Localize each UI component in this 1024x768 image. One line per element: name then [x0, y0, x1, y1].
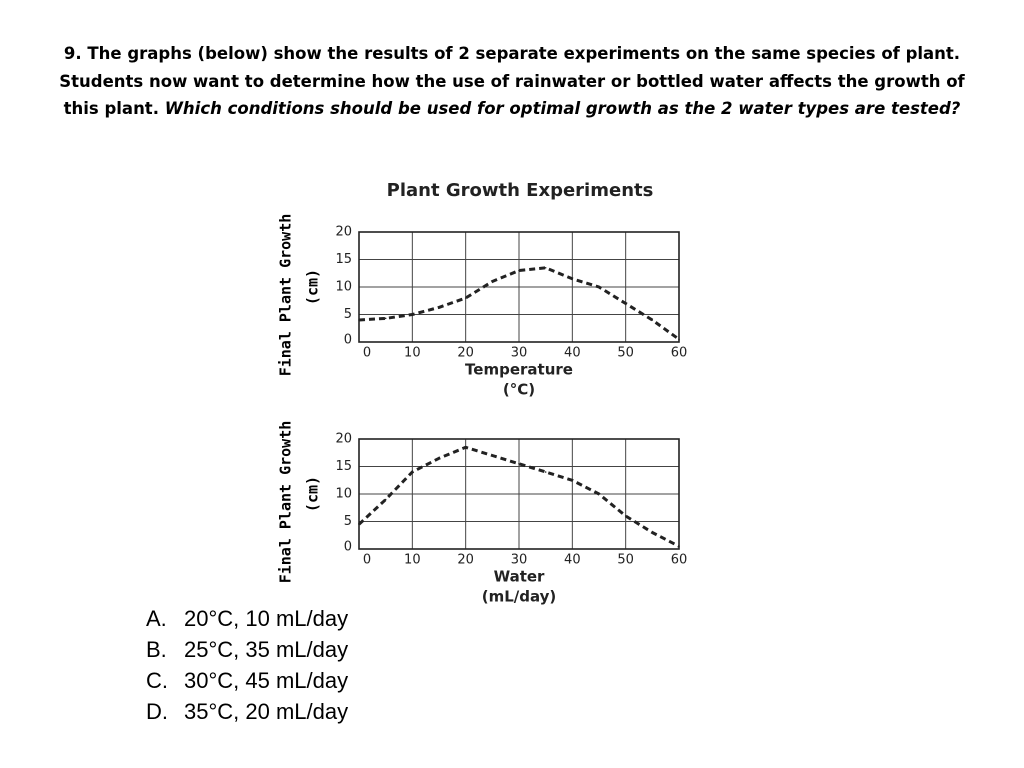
- data-point: [465, 297, 467, 299]
- data-point: [385, 318, 387, 320]
- data-point: [678, 545, 680, 547]
- y-tick-label: 15: [335, 252, 352, 267]
- y-axis-unit: (cm): [303, 268, 322, 306]
- data-point: [492, 281, 494, 283]
- data-point: [492, 455, 494, 457]
- choice-text: 30°C, 45 mL/day: [184, 668, 349, 693]
- y-tick-label: 5: [343, 514, 352, 529]
- question-number: 9.: [63, 44, 82, 63]
- x-tick-label: 30: [510, 345, 528, 361]
- data-point: [625, 303, 627, 305]
- choice-c[interactable]: [146, 665, 348, 696]
- x-axis-unit: (mL/day): [481, 587, 557, 606]
- y-tick-label: 5: [343, 307, 352, 322]
- x-tick-label: 40: [564, 345, 581, 361]
- data-point: [438, 307, 440, 309]
- y-tick-label: 15: [335, 459, 352, 474]
- data-point: [572, 479, 574, 481]
- data-point: [598, 286, 600, 288]
- data-point: [518, 463, 520, 465]
- x-axis-label: Water: [493, 567, 545, 586]
- x-tick-label: 30: [510, 552, 528, 568]
- y-axis-label: Final Plant Growth: [276, 420, 295, 584]
- x-tick-label: 40: [564, 552, 581, 568]
- x-axis-label: Temperature: [465, 360, 573, 379]
- y-axis-label: Final Plant Growth: [276, 213, 295, 377]
- data-point: [678, 338, 680, 340]
- chart-panel-1: [277, 214, 688, 399]
- data-point: [518, 270, 520, 272]
- choice-letter: A.: [146, 606, 167, 631]
- figure-title-text: Plant Growth Experiments: [386, 180, 654, 201]
- chart-panel-2: [277, 421, 688, 606]
- y-tick-label: 20: [335, 224, 352, 240]
- data-point: [598, 493, 600, 495]
- choice-letter: C.: [146, 668, 168, 693]
- data-point: [385, 499, 387, 501]
- x-axis-unit: (°C): [502, 380, 536, 399]
- choice-text: 20°C, 10 mL/day: [184, 606, 349, 631]
- choice-text: 25°C, 35 mL/day: [184, 637, 349, 662]
- question-body: The graphs (below) show the results of 2 separate experiments on the same species of plant. Students now want to determine how the use of rainwater or bottled water affects the growth of this plant.: [59, 44, 965, 118]
- x-tick-label: 0: [362, 345, 372, 361]
- data-point: [652, 319, 654, 321]
- x-tick-label: 20: [457, 552, 474, 568]
- y-tick-label: 0: [343, 539, 352, 555]
- data-point: [625, 515, 627, 517]
- question-prompt: Which conditions should be used for optimal growth as the 2 water types are tested?: [164, 99, 961, 118]
- choice-text: 35°C, 20 mL/day: [184, 699, 349, 724]
- data-point: [358, 319, 360, 321]
- y-tick-label: 10: [335, 279, 352, 295]
- y-tick-label: 10: [335, 486, 352, 502]
- x-tick-label: 0: [362, 552, 372, 568]
- choice-letter: B.: [146, 637, 167, 662]
- x-tick-label: 60: [670, 345, 688, 361]
- x-tick-label: 20: [457, 345, 474, 361]
- choice-d[interactable]: [146, 696, 348, 727]
- x-tick-label: 60: [670, 552, 688, 568]
- data-point: [572, 278, 574, 280]
- x-tick-label: 10: [404, 345, 421, 361]
- y-tick-label: 20: [335, 431, 352, 447]
- data-point: [545, 267, 547, 269]
- data-point: [652, 532, 654, 534]
- data-point: [412, 471, 414, 473]
- x-tick-label: 50: [617, 552, 634, 568]
- x-tick-label: 50: [617, 345, 634, 361]
- choice-a[interactable]: [146, 603, 348, 634]
- x-tick-label: 10: [404, 552, 421, 568]
- data-point: [438, 457, 440, 459]
- y-axis-unit: (cm): [303, 475, 322, 513]
- y-tick-label: 0: [343, 332, 352, 348]
- answer-choices: [146, 603, 348, 727]
- data-point: [412, 314, 414, 316]
- data-point: [358, 523, 360, 525]
- choice-letter: D.: [146, 699, 168, 724]
- choice-b[interactable]: [146, 634, 348, 665]
- data-point: [465, 446, 467, 448]
- data-point: [545, 471, 547, 473]
